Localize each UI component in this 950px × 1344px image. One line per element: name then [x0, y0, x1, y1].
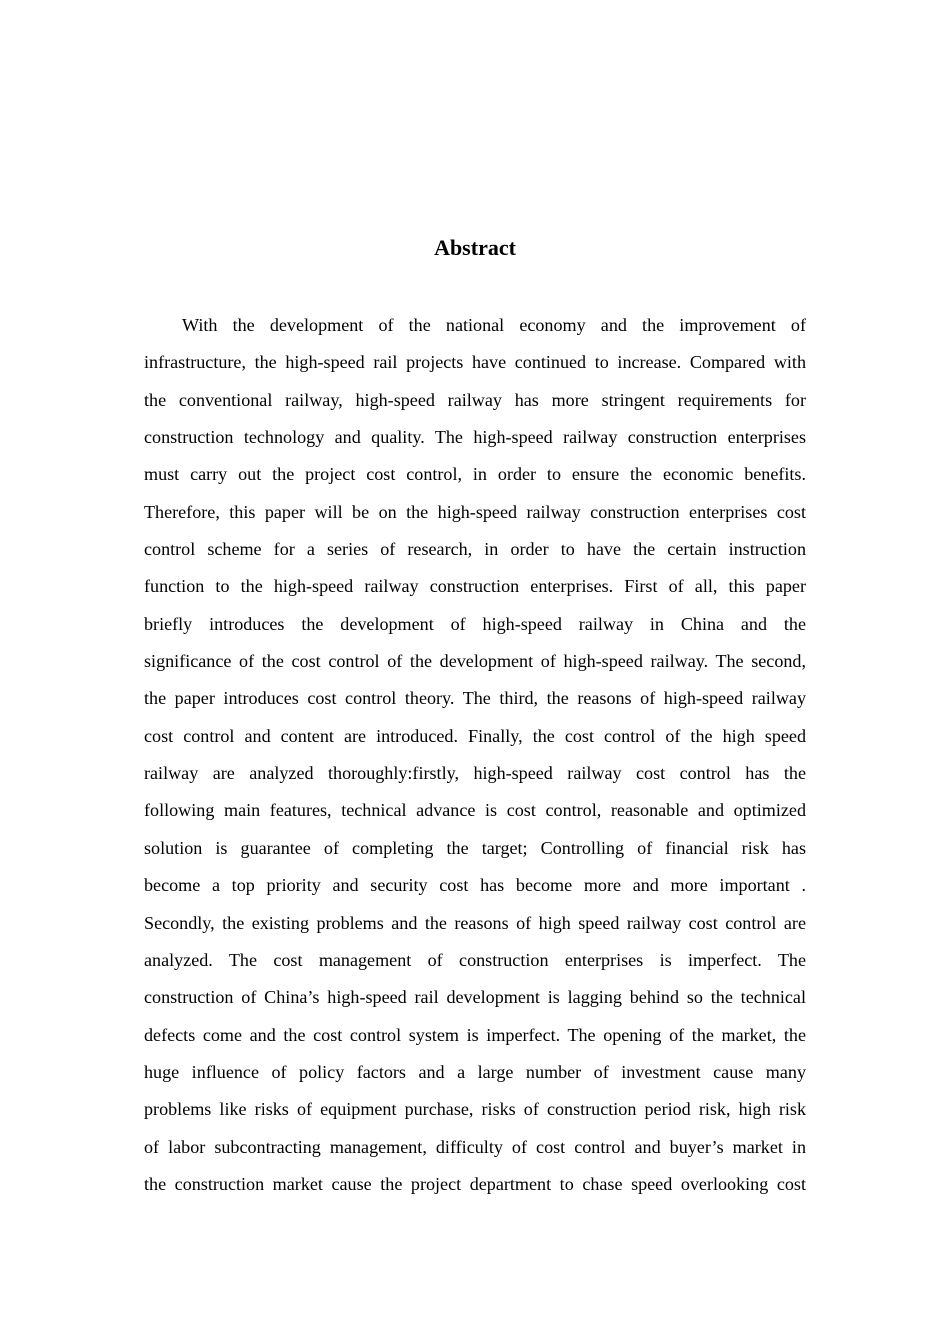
- body-line: control scheme for a series of research, in order to have the certain instruction: [144, 539, 806, 560]
- body-line: defects come and the cost control system is imperfect. The opening of the market, the: [144, 1024, 806, 1045]
- body-line: become a top priority and security cost has become more and more important .: [144, 875, 806, 896]
- body-line: following main features, technical advance is cost control, reasonable and optimized: [144, 800, 806, 821]
- body-line: the conventional railway, high-speed railway has more stringent requirements for: [144, 389, 806, 410]
- body-line: cost control and content are introduced. Finally, the cost control of the high speed: [144, 725, 806, 746]
- body-line: significance of the cost control of the development of high-speed railway. The second,: [144, 651, 806, 672]
- body-line: construction of China’s high-speed rail development is lagging behind so the technical: [144, 987, 806, 1008]
- body-line: railway are analyzed thoroughly:firstly, high-speed railway cost control has the: [144, 763, 806, 784]
- body-line: With the development of the national economy and the improvement of: [182, 315, 806, 335]
- body-line: Secondly, the existing problems and the reasons of high speed railway cost control are: [144, 912, 806, 933]
- abstract-title: Abstract: [434, 235, 516, 260]
- body-line: problems like risks of equipment purchase, risks of construction period risk, high risk: [144, 1099, 806, 1120]
- body-line: solution is guarantee of completing the target; Controlling of financial risk has: [144, 837, 806, 858]
- body-line: of labor subcontracting management, difficulty of cost control and buyer’s market in: [144, 1136, 806, 1157]
- body-line: the paper introduces cost control theory. The third, the reasons of high-speed railway: [144, 688, 806, 709]
- body-line: briefly introduces the development of high-speed railway in China and the: [144, 613, 806, 634]
- body-line: analyzed. The cost management of construction enterprises is imperfect. The: [144, 949, 806, 970]
- body-line: Therefore, this paper will be on the high-speed railway construction enterprises cost: [144, 501, 806, 522]
- body-line: huge influence of policy factors and a large number of investment cause many: [144, 1061, 806, 1082]
- body-line: the construction market cause the project department to chase speed overlooking cost: [144, 1173, 806, 1194]
- body-line: infrastructure, the high-speed rail projects have continued to increase. Compared with: [144, 352, 806, 373]
- body-line: function to the high-speed railway construction enterprises. First of all, this paper: [144, 576, 806, 597]
- body-line: construction technology and quality. The high-speed railway construction enterprises: [144, 427, 806, 448]
- body-line: must carry out the project cost control, in order to ensure the economic benefits.: [144, 464, 806, 485]
- abstract-body: [144, 307, 806, 1203]
